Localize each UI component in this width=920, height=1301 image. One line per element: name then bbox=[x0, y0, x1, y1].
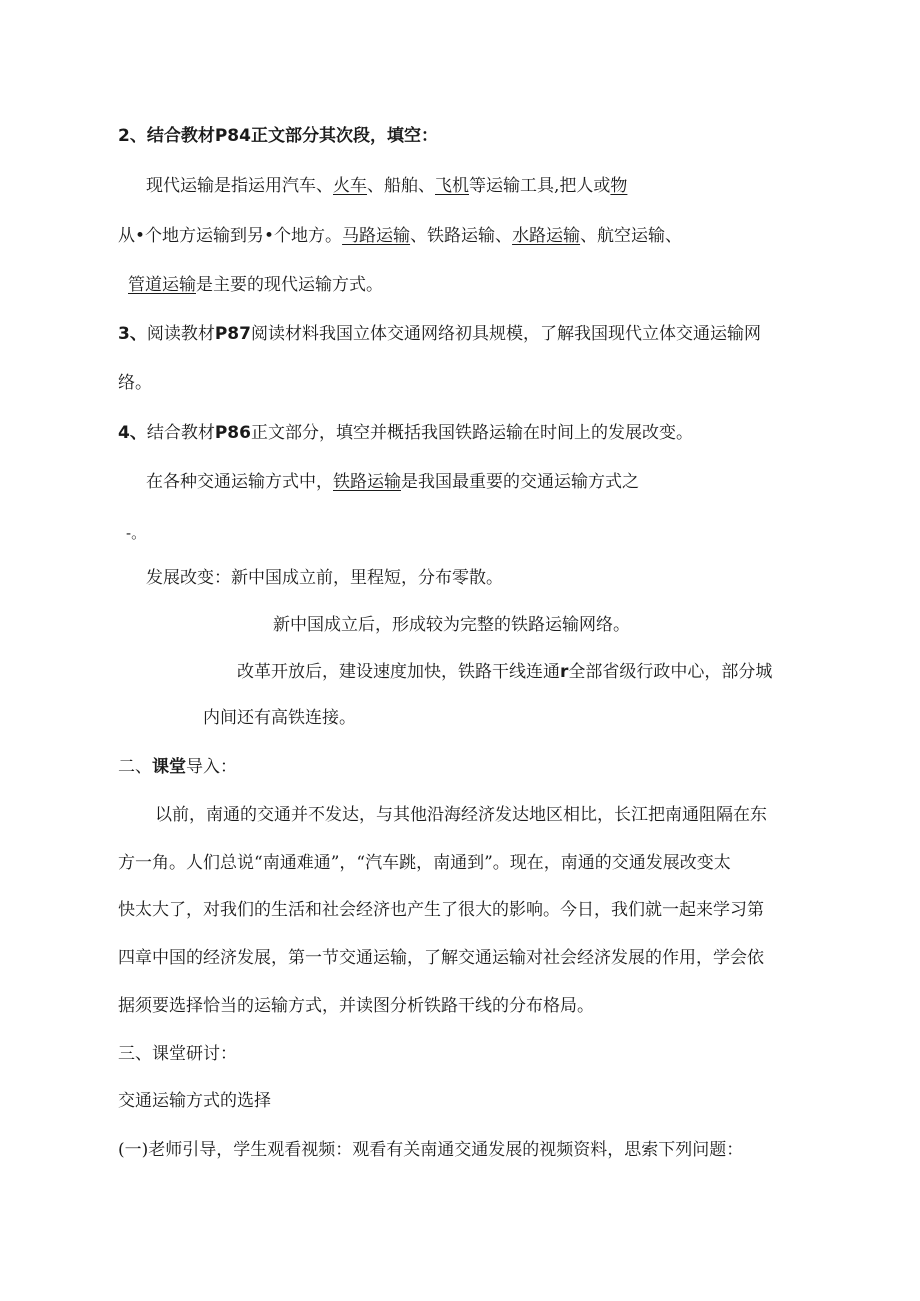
item2-heading-rest: 正文部分其次段，填空： bbox=[250, 126, 438, 146]
item2-page-ref: P84 bbox=[214, 126, 251, 146]
section2-para-line: 四章中国的经济发展，第一节交通运输，了解交通运输对社会经济发展的作用，学会依 bbox=[118, 948, 764, 968]
item4-dev-reform-cont: 内间还有高铁连接。 bbox=[203, 708, 356, 728]
item2-heading bbox=[118, 124, 438, 148]
item4-number: 4、 bbox=[118, 423, 147, 443]
item2-heading-text: 结合教材 bbox=[146, 126, 215, 146]
blank-pipeline: 管道运输 bbox=[128, 275, 196, 295]
blank-highway: 马路运输 bbox=[342, 226, 411, 246]
text-segment: 二、 bbox=[118, 757, 152, 777]
item2-line2 bbox=[118, 224, 682, 248]
item4-dev-after: 新中国成立后，形成较为完整的铁路运输网络。 bbox=[273, 615, 630, 635]
text-segment: 、船舶、 bbox=[367, 176, 435, 196]
item2-line1 bbox=[146, 174, 627, 198]
item2-number: 2、 bbox=[118, 126, 147, 146]
text-segment: 、航空运输、 bbox=[580, 226, 683, 246]
item3-number: 3、 bbox=[118, 324, 147, 344]
blank-goods: 物 bbox=[610, 176, 628, 196]
section3-subtitle: 交通运输方式的选择 bbox=[118, 1091, 271, 1111]
section3-guide: (一)老师引导，学生观看视频：观看有关南通交通发展的视频资料，思索下列问题： bbox=[118, 1140, 744, 1160]
text-segment: 阅读材料我国立体交通网络初具规模，了解我国现代立体交通运输网 bbox=[250, 324, 761, 344]
text-segment: 课堂 bbox=[152, 757, 186, 777]
section2-para-line: 快太大了，对我们的生活和社会经济也产生了很大的影响。今日，我们就一起来学习第 bbox=[118, 900, 764, 920]
section2-para-line: 据须要选择恰当的运输方式，并读图分析铁路干线的分布格局。 bbox=[118, 996, 594, 1016]
text-segment: 结合教材 bbox=[146, 423, 215, 443]
item4-page-ref: P86 bbox=[214, 423, 251, 443]
text-segment: 在各种交通运输方式中， bbox=[146, 472, 333, 492]
blank-train: 火车 bbox=[333, 176, 367, 196]
text-segment: 、铁路运输、 bbox=[410, 226, 513, 246]
blank-rail: 铁路运输 bbox=[333, 472, 401, 492]
item3-line1 bbox=[118, 322, 761, 346]
text-segment: 是我国最重要的交通运输方式之 bbox=[401, 472, 639, 492]
stray-character: r bbox=[560, 662, 569, 682]
text-segment: 现代运输是指运用汽车、 bbox=[146, 176, 333, 196]
item4-heading bbox=[118, 421, 693, 445]
item4-line1 bbox=[146, 470, 639, 494]
blank-plane: 飞机 bbox=[435, 176, 469, 196]
section2-para-line: 以前，南通的交通并不发达，与其他沿海经济发达地区相比，长江把南通阻隔在东 bbox=[155, 805, 767, 825]
text-segment: 是主要的现代运输方式。 bbox=[196, 275, 383, 295]
item4-dev-reform bbox=[237, 660, 772, 684]
text-segment: 导入： bbox=[186, 757, 237, 777]
blank-water: 水路运输 bbox=[512, 226, 581, 246]
item4-line-end: -。 bbox=[126, 524, 147, 542]
text-segment: 阅读教材 bbox=[146, 324, 215, 344]
item2-line3 bbox=[128, 273, 383, 297]
section2-title bbox=[118, 755, 237, 779]
item4-dev-label: 发展改变：新中国成立前，里程短，分布零散。 bbox=[146, 568, 503, 588]
text-segment: 正文部分，填空并概括我国铁路运输在时间上的发展改变。 bbox=[250, 423, 693, 443]
section2-para-line: 方一角。人们总说“南通难通”，“汽车跳，南通到”。现在，南通的交通发展改变太 bbox=[118, 853, 731, 873]
section3-title: 三、课堂研讨： bbox=[118, 1044, 237, 1064]
text-segment: 等运输工具,把人或 bbox=[469, 176, 611, 196]
text-segment: 从•个地方运输到另•个地方。 bbox=[118, 226, 343, 246]
item3-page-ref: P87 bbox=[214, 324, 251, 344]
text-segment: 改革开放后，建设速度加快，铁路干线连通 bbox=[237, 662, 560, 682]
text-segment: 全部省级行政中心，部分城 bbox=[568, 662, 773, 682]
item3-line2: 络。 bbox=[118, 373, 152, 393]
